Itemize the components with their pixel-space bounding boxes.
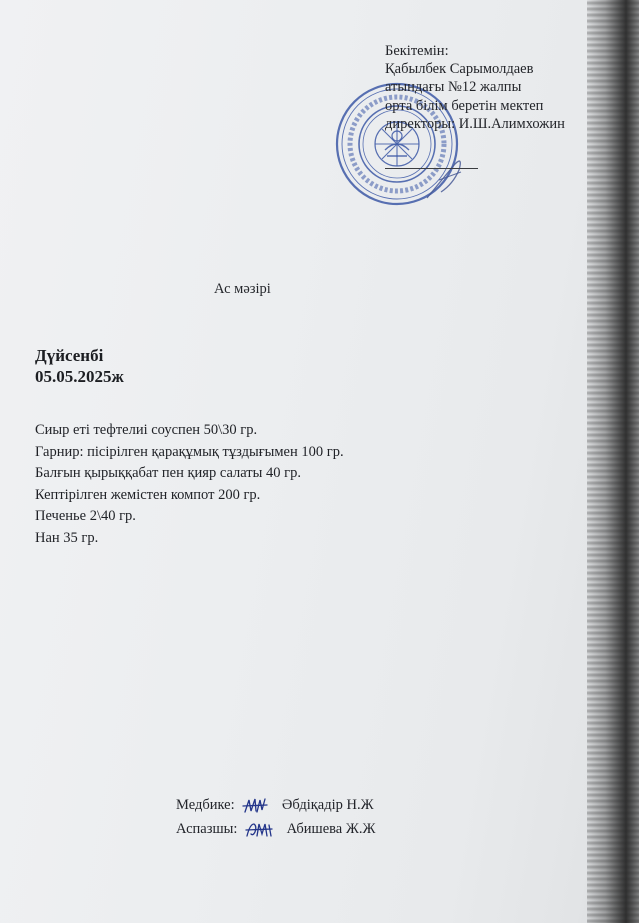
- approval-school-line-3: орта білім беретін мектеп: [385, 97, 544, 114]
- approval-school-line-1: Қабылбек Сарымолдаев: [385, 61, 534, 78]
- nurse-signature-row: [176, 797, 374, 815]
- cook-signature-icon: [245, 820, 273, 840]
- cook-signature-row: [176, 820, 375, 840]
- approval-heading: Бекітемін:: [385, 43, 449, 59]
- menu-item: Печенье 2\40 гр.: [35, 508, 136, 524]
- nurse-role-label: Медбике:: [176, 797, 235, 814]
- page-edge-shadow: [587, 0, 639, 923]
- menu-items-list: [35, 420, 344, 549]
- approval-block: [385, 42, 565, 133]
- menu-date: 05.05.2025ж: [35, 367, 124, 386]
- menu-item: Нан 35 гр.: [35, 529, 99, 546]
- menu-item: Сиыр еті тефтелиі соуспен 50\30 гр.: [35, 422, 258, 438]
- menu-item: Кептірілген жемістен компот 200 гр.: [35, 486, 261, 503]
- approval-director-line: директоры: И.Ш.Алимхожин: [385, 115, 565, 132]
- approval-school-line-2: атындағы №12 жалпы: [385, 79, 522, 96]
- menu-item: Балғын қырыққабат пен қияр салаты 40 гр.: [35, 465, 301, 481]
- nurse-name: Әбдіқадір Н.Ж: [281, 797, 374, 814]
- day-heading: [35, 345, 124, 387]
- nurse-signature-icon: [242, 797, 268, 815]
- cook-role-label: Аспазшы:: [176, 821, 238, 838]
- approval-underline: [385, 168, 478, 169]
- menu-item: Гарнир: пісірілген қарақұмық тұздығымен 100 гр.: [35, 443, 344, 460]
- menu-title: Ас мәзірі: [214, 281, 271, 297]
- cook-name: Абишева Ж.Ж: [286, 821, 376, 838]
- day-name: Дүйсенбі: [35, 346, 104, 365]
